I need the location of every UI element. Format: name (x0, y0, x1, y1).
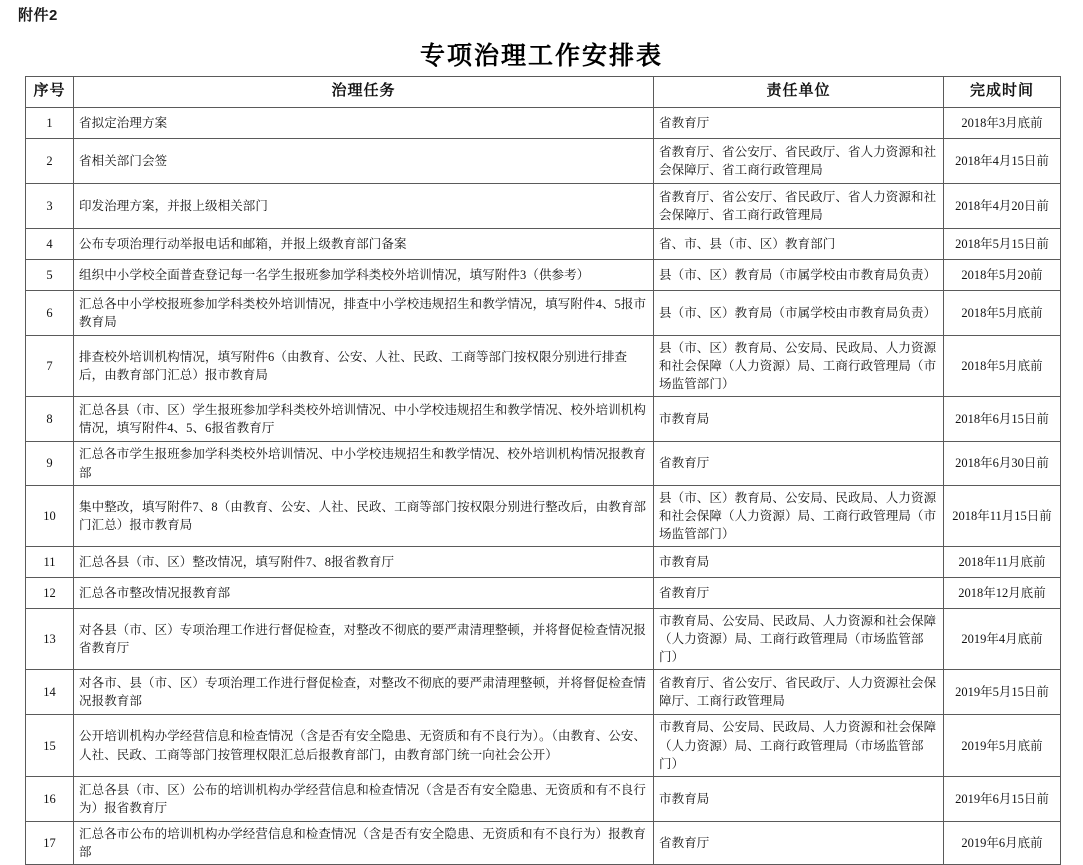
cell-responsible-unit: 县（市、区）教育局、公安局、民政局、人力资源和社会保障（人力资源）局、工商行政管理局（市场监管部门） (654, 336, 944, 397)
table-body (26, 108, 1061, 865)
cell-completion-time: 2018年4月15日前 (944, 139, 1061, 184)
column-header-task: 治理任务 (74, 77, 654, 108)
cell-index: 8 (26, 397, 74, 442)
cell-responsible-unit: 省教育厅 (654, 821, 944, 864)
cell-completion-time: 2019年6月底前 (944, 821, 1061, 864)
attachment-label: 附件2 (18, 7, 58, 24)
cell-completion-time: 2018年12月底前 (944, 578, 1061, 609)
table-row (26, 776, 1061, 821)
table-row (26, 609, 1061, 670)
cell-index: 10 (26, 485, 74, 546)
cell-task: 集中整改，填写附件7、8（由教育、公安、人社、民政、工商等部门按权限分别进行整改后，由教育部门汇总）报市教育局 (74, 485, 654, 546)
cell-responsible-unit: 省教育厅、省公安厅、省民政厅、省人力资源和社会保障厅、省工商行政管理局 (654, 139, 944, 184)
cell-task: 对各县（市、区）专项治理工作进行督促检查，对整改不彻底的要严肃清理整顿，并将督促检查情况报省教育厅 (74, 609, 654, 670)
cell-index: 14 (26, 670, 74, 715)
table-row (26, 260, 1061, 291)
cell-completion-time: 2018年6月15日前 (944, 397, 1061, 442)
cell-responsible-unit: 省教育厅、省公安厅、省民政厅、省人力资源和社会保障厅、省工商行政管理局 (654, 184, 944, 229)
table-row (26, 184, 1061, 229)
cell-responsible-unit: 县（市、区）教育局（市属学校由市教育局负责） (654, 291, 944, 336)
cell-completion-time: 2018年5月底前 (944, 291, 1061, 336)
column-header-time: 完成时间 (944, 77, 1061, 108)
cell-responsible-unit: 省教育厅 (654, 578, 944, 609)
cell-index: 9 (26, 442, 74, 485)
cell-responsible-unit: 市教育局 (654, 397, 944, 442)
cell-index: 5 (26, 260, 74, 291)
table-row (26, 821, 1061, 864)
cell-task: 汇总各县（市、区）整改情况，填写附件7、8报省教育厅 (74, 547, 654, 578)
cell-responsible-unit: 市教育局 (654, 547, 944, 578)
cell-responsible-unit: 市教育局 (654, 776, 944, 821)
cell-task: 印发治理方案，并报上级相关部门 (74, 184, 654, 229)
cell-task: 汇总各市整改情况报教育部 (74, 578, 654, 609)
cell-index: 15 (26, 715, 74, 776)
cell-completion-time: 2018年11月底前 (944, 547, 1061, 578)
cell-task: 汇总各市公布的培训机构办学经营信息和检查情况（含是否有安全隐患、无资质和有不良行为）报教育部 (74, 821, 654, 864)
cell-responsible-unit: 省教育厅 (654, 108, 944, 139)
cell-completion-time: 2018年11月15日前 (944, 485, 1061, 546)
cell-completion-time: 2019年4月底前 (944, 609, 1061, 670)
cell-index: 4 (26, 229, 74, 260)
cell-index: 17 (26, 821, 74, 864)
cell-task: 排查校外培训机构情况，填写附件6（由教育、公安、人社、民政、工商等部门按权限分别进行排查后，由教育部门汇总）报市教育局 (74, 336, 654, 397)
cell-index: 1 (26, 108, 74, 139)
cell-responsible-unit: 省教育厅 (654, 442, 944, 485)
column-header-unit: 责任单位 (654, 77, 944, 108)
cell-completion-time: 2018年4月20日前 (944, 184, 1061, 229)
cell-task: 省拟定治理方案 (74, 108, 654, 139)
table-row (26, 397, 1061, 442)
cell-responsible-unit: 县（市、区）教育局、公安局、民政局、人力资源和社会保障（人力资源）局、工商行政管理局（市场监管部门） (654, 485, 944, 546)
table-row (26, 229, 1061, 260)
cell-index: 16 (26, 776, 74, 821)
table-row (26, 578, 1061, 609)
table-row (26, 547, 1061, 578)
cell-index: 3 (26, 184, 74, 229)
cell-responsible-unit: 市教育局、公安局、民政局、人力资源和社会保障（人力资源）局、工商行政管理局（市场监管部门） (654, 715, 944, 776)
table-header-row (26, 77, 1061, 108)
cell-task: 汇总各县（市、区）学生报班参加学科类校外培训情况、中小学校违规招生和教学情况、校外培训机构情况，填写附件4、5、6报省教育厅 (74, 397, 654, 442)
cell-index: 13 (26, 609, 74, 670)
cell-responsible-unit: 市教育局、公安局、民政局、人力资源和社会保障（人力资源）局、工商行政管理局（市场监管部门） (654, 609, 944, 670)
cell-index: 2 (26, 139, 74, 184)
cell-index: 6 (26, 291, 74, 336)
table-row (26, 670, 1061, 715)
cell-responsible-unit: 省教育厅、省公安厅、省民政厅、人力资源社会保障厅、工商行政管理局 (654, 670, 944, 715)
cell-completion-time: 2018年5月20前 (944, 260, 1061, 291)
table-row (26, 336, 1061, 397)
cell-index: 12 (26, 578, 74, 609)
cell-task: 公布专项治理行动举报电话和邮箱，并报上级教育部门备案 (74, 229, 654, 260)
cell-index: 11 (26, 547, 74, 578)
cell-task: 汇总各县（市、区）公布的培训机构办学经营信息和检查情况（含是否有安全隐患、无资质和有不良行为）报省教育厅 (74, 776, 654, 821)
table-row (26, 139, 1061, 184)
table-row (26, 485, 1061, 546)
table-row (26, 442, 1061, 485)
cell-responsible-unit: 县（市、区）教育局（市属学校由市教育局负责） (654, 260, 944, 291)
cell-completion-time: 2018年3月底前 (944, 108, 1061, 139)
cell-index: 7 (26, 336, 74, 397)
cell-task: 省相关部门会签 (74, 139, 654, 184)
table-row (26, 715, 1061, 776)
column-header-index: 序号 (26, 77, 74, 108)
cell-task: 组织中小学校全面普查登记每一名学生报班参加学科类校外培训情况，填写附件3（供参考） (74, 260, 654, 291)
cell-completion-time: 2019年6月15日前 (944, 776, 1061, 821)
cell-task: 汇总各中小学校报班参加学科类校外培训情况，排查中小学校违规招生和教学情况，填写附件4、5报市教育局 (74, 291, 654, 336)
cell-task: 公开培训机构办学经营信息和检查情况（含是否有安全隐患、无资质和有不良行为）。（由教育、公安、人社、民政、工商等部门按管理权限汇总后报教育部门，由教育部门统一向社会公开） (74, 715, 654, 776)
table-row (26, 291, 1061, 336)
cell-responsible-unit: 省、市、县（市、区）教育部门 (654, 229, 944, 260)
cell-completion-time: 2018年5月底前 (944, 336, 1061, 397)
cell-completion-time: 2019年5月底前 (944, 715, 1061, 776)
cell-completion-time: 2018年6月30日前 (944, 442, 1061, 485)
table-row (26, 108, 1061, 139)
cell-completion-time: 2019年5月15日前 (944, 670, 1061, 715)
cell-completion-time: 2018年5月15日前 (944, 229, 1061, 260)
cell-task: 汇总各市学生报班参加学科类校外培训情况、中小学校违规招生和教学情况、校外培训机构情况报教育部 (74, 442, 654, 485)
cell-task: 对各市、县（市、区）专项治理工作进行督促检查，对整改不彻底的要严肃清理整顿，并将督促检查情况报教育部 (74, 670, 654, 715)
page-title: 专项治理工作安排表 (419, 43, 663, 70)
schedule-table-wrapper (25, 76, 1060, 865)
schedule-table (25, 76, 1061, 865)
